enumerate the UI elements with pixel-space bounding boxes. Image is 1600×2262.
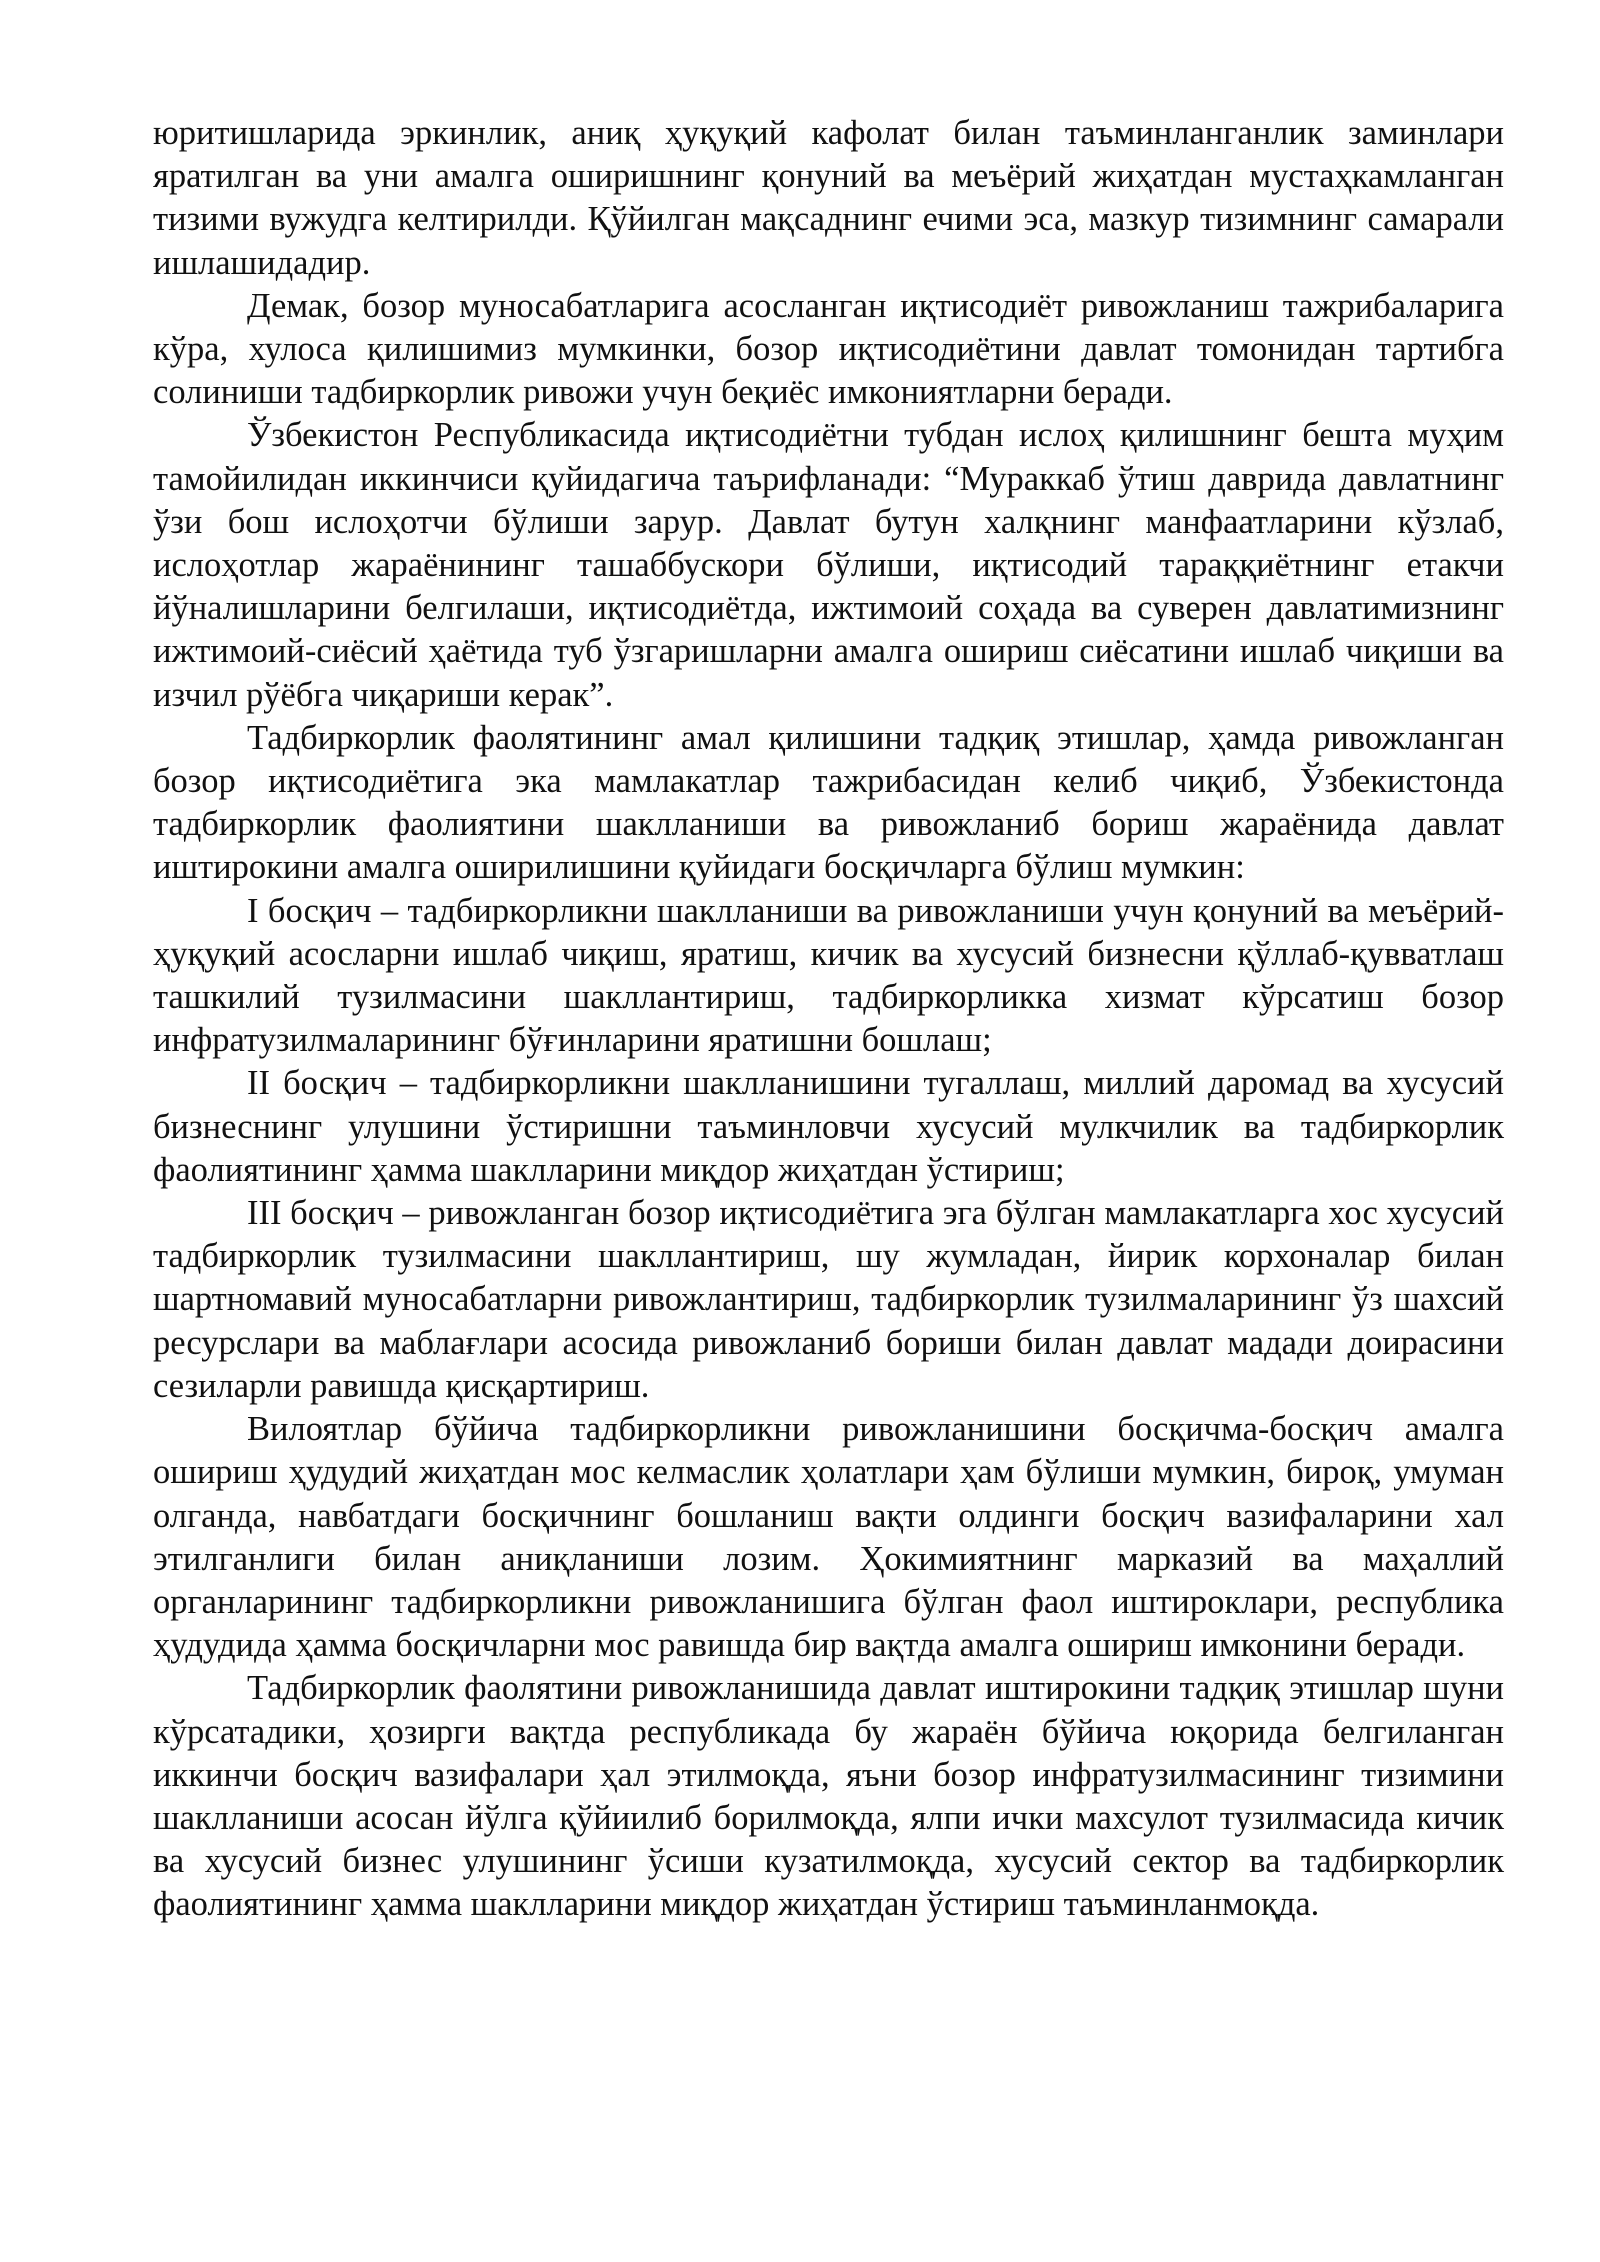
paragraph-market-regulation: Демак, бозор муносабатларига асосланган иқтисодиёт ривожланиш тажрибаларига кўра, хулоса қилишимиз мумкинки, бозор иқтисодиётини давлат томонидан тартибга солиниши тадбиркорлик ривожи учун беқиёс имкониятларни беради. <box>153 286 1504 412</box>
paragraph-stages-intro: Тадбиркорлик фаолятининг амал қилишини тадқиқ этишлар, ҳамда ривожланган бозор иқтисодиётига эка мамлакатлар тажрибасидан келиб чиқиб, Ўзбекистонда тадбиркорлик фаолиятини шаклланиши ва ривожланиб бориш жараёнида давлат иштирокини амалга оширилишини қуйидаги босқичларга бўлиш мумкин: <box>153 718 1504 887</box>
paragraph-reform-principle: Ўзбекистон Республикасида иқтисодиётни тубдан ислоҳ қилишнинг бешта муҳим тамойилидан иккинчиси қуйидагича таърифланади: “Мураккаб ўтиш даврида давлатнинг ўзи бош ислоҳотчи бўлиши зарур. Давлат бутун халқнинг манфаатларини кўзлаб, ислоҳотлар жараёнининг ташаббускори бўлиши, иқтисодий тараққиётнинг етакчи йўналишларини белгилаши, иқтисодиётда, ижтимоий соҳада ва суверен давлатимизнинг ижтимоий-сиёсий ҳаётида туб ўзгаришларни амалга ошириш сиёсатини ишлаб чиқиши ва изчил рўёбга чиқариши керак”. <box>153 416 1504 714</box>
paragraph-regional-development: Вилоятлар бўйича тадбиркорликни ривожланишини босқичма-босқич амалга ошириш ҳудудий жиҳатдан мос келмаслик ҳолатлари ҳам бўлиши мумкин, бироқ, умуман олганда, навбатдаги босқичнинг бошланиш вақти олдинги босқич вазифаларини хал этилганлиги билан аниқланиши лозим. Ҳокимиятнинг марказий ва маҳаллий органларининг тадбиркорликни ривожланишига бўлган фаол иштироклари, республика ҳудудида ҳамма босқичларни мос равишда бир вақтда амалга ошириш имконини беради. <box>153 1410 1504 1665</box>
paragraph-stage-two: II босқич – тадбиркорликни шаклланишини тугаллаш, миллий даромад ва хусусий бизнеснинг улушини ўстиришни таъминловчи хусусий мулкчилик ва тадбиркорлик фаолиятининг ҳамма шаклларини миқдор жиҳатдан ўстириш; <box>153 1064 1504 1189</box>
paragraph-continuation: юритишларида эркинлик, аниқ ҳуқуқий кафолат билан таъминланганлик заминлари яратилган ва уни амалга оширишнинг қонуний ва меъёрий жиҳатдан мустаҳкамланган тизими вужудга келтирилди. Қўйилган мақсаднинг ечими эса, мазкур тизимнинг самарали ишлашидадир. <box>153 114 1504 282</box>
paragraph-stage-three: III босқич – ривожланган бозор иқтисодиётига эга бўлган мамлакатларга хос хусусий тадбиркорлик тузилмасини шакллантириш, шу жумладан, йирик корхоналар билан шартномавий муносабатларни ривожлантириш, тадбиркорлик тузилмаларининг ўз шахсий ресурслари ва маблағлари асосида ривожланиб бориши билан давлат мадади доирасини сезиларли равишда қисқартириш. <box>153 1194 1504 1405</box>
paragraph-current-state: Тадбиркорлик фаолятини ривожланишида давлат иштирокини тадқиқ этишлар шуни кўрсатадики, ҳозирги вақтда республикада бу жараён бўйича юқорида белгиланган иккинчи босқич вазифалари ҳал этилмоқда, яъни бозор инфратузилмасининг тизимини шаклланиши асосан йўлга қўйиилиб борилмоқда, ялпи ички махсулот тузилмасида кичик ва хусусий бизнес улушининг ўсиши кузатилмоқда, хусусий сектор ва тадбиркорлик фаолиятининг ҳамма шаклларини миқдор жиҳатдан ўстириш таъминланмоқда. <box>153 1669 1504 1924</box>
paragraph-stage-one: I босқич – тадбиркорликни шаклланиши ва ривожланиши учун қонуний ва меъёрий-ҳуқуқий асосларни ишлаб чиқиш, яратиш, кичик ва хусусий бизнесни қўллаб-қувватлаш ташкилий тузилмасини шакллантириш, тадбиркорликка хизмат кўрсатиш бозор инфратузилмаларининг бўғинларини яратишни бошлаш; <box>153 891 1504 1060</box>
document-page <box>153 112 1504 1927</box>
